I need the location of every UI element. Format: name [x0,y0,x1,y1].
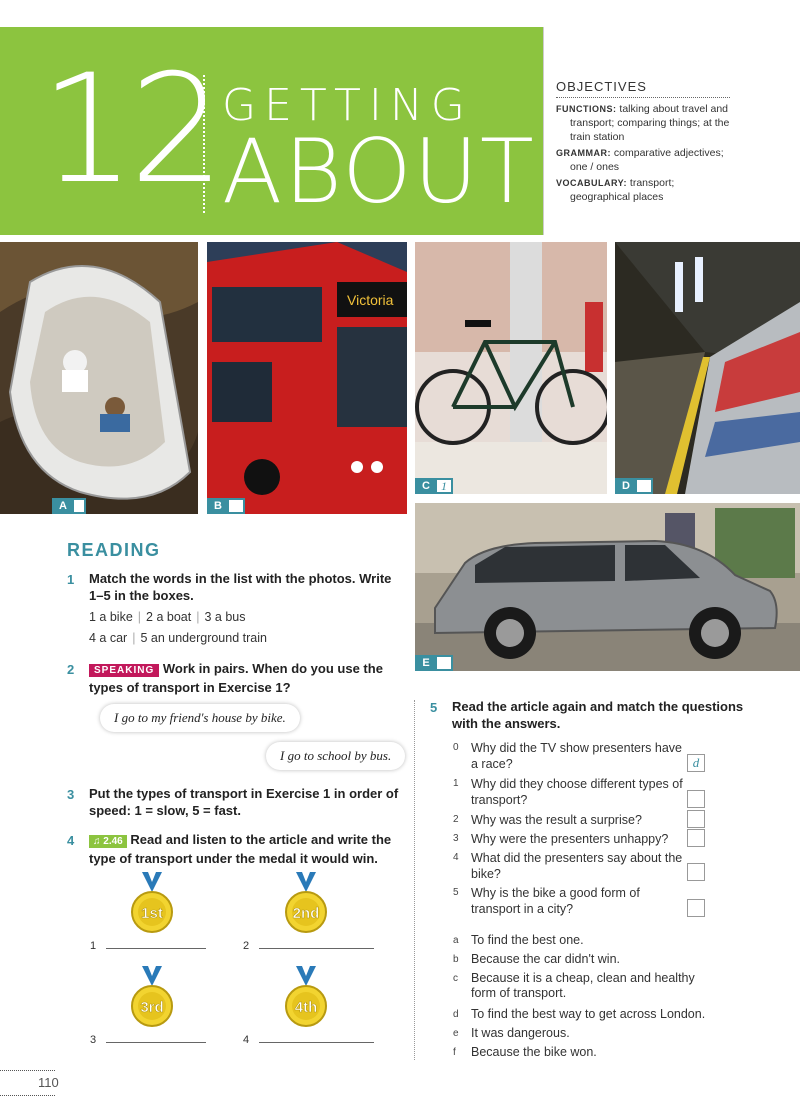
ex1-instruction: Match the words in the list with the photos. Write 1–5 in the boxes. [89,571,392,603]
svg-text:4th: 4th [294,999,318,1016]
objective-vocabulary: VOCABULARY: transport; geographical places [556,177,675,203]
page-number: 110 [38,1075,59,1090]
answer-option: a To find the best one. [453,933,584,947]
audio-track-badge[interactable]: ♫ 2.46 [89,835,127,848]
question-item: 1 Why did they choose different types of transport? [453,777,683,807]
medal-answer-line-4[interactable]: 4 [243,1034,374,1046]
question-item: 0 Why did the TV show presenters have a race? [453,741,682,771]
page-number-rule-top [0,1070,55,1071]
svg-text:3rd: 3rd [140,999,164,1016]
medal-answer-line-3[interactable]: 3 [90,1034,206,1046]
speech-bubble-2: I go to school by bus. [266,742,405,770]
unit-title-line1: GETTING [222,80,473,131]
ex1-word-list-2: 4 a car | 5 an underground train [89,631,267,645]
photo-bike [415,242,607,494]
ex4-number: 4 [67,833,75,848]
column-divider [414,700,415,1060]
question-item: 2 Why was the result a surprise? [453,813,642,827]
photo-label-d[interactable]: D [615,478,653,494]
medal-icon-2nd [282,872,330,939]
unit-title-line2: ABOUT [222,120,536,223]
photo-underground-train [615,242,800,494]
photo-bus [207,242,407,514]
medal-answer-line-2[interactable]: 2 [243,940,374,952]
question-item: 3 Why were the presenters unhappy? [453,832,669,846]
bus-destination-sign: Victoria [347,292,394,308]
svg-text:2nd: 2nd [292,905,320,922]
ex2-instruction: SPEAKING Work in pairs. When do you use the types of transport in Exercise 1? [89,661,383,695]
answer-option: d To find the best way to get across London. [453,1007,706,1021]
answer-box-4[interactable] [687,863,705,881]
photo-label-a[interactable]: A [52,498,86,514]
speaking-badge: SPEAKING [89,664,159,677]
answer-box-5[interactable] [687,899,705,917]
ex1-number: 1 [67,572,75,587]
ex5-number: 5 [430,700,438,715]
unit-number: 12 [40,43,219,217]
answer-option: e It was dangerous. [453,1026,570,1040]
photo-boat [0,242,198,514]
photo-car [415,503,800,671]
objectives-panel [543,27,740,235]
ex3-number: 3 [67,787,75,802]
answer-box-0[interactable]: d [687,754,705,772]
medal-icon-1st [128,872,176,939]
question-item: 4 What did the presenters say about the bike? [453,851,683,881]
answer-box-3[interactable] [687,829,705,847]
objective-grammar: GRAMMAR: comparative adjectives; one / ones [556,147,724,173]
answer-option: f Because the bike won. [453,1045,597,1059]
answer-option: c Because it is a cheap, clean and healthy form of transport. [453,971,695,1000]
ex5-instruction: Read the article again and match the questions with the answers. [452,699,744,731]
ex4-instruction: ♫ 2.46 Read and listen to the article and write the type of transport under the medal it would win. [89,832,392,866]
question-item: 5 Why is the bike a good form of transport in a city? [453,886,640,916]
objective-functions: FUNCTIONS: talking about travel and transport; comparing things; at the train station [556,103,730,143]
title-divider [203,75,205,213]
photo-label-e[interactable]: E [415,655,453,671]
svg-text:1st: 1st [141,905,163,922]
medal-icon-4th [282,966,330,1033]
ex3-instruction: Put the types of transport in Exercise 1 in order of speed: 1 = slow, 5 = fast. [89,786,399,818]
page-number-rule-bottom [0,1095,55,1096]
answer-box-1[interactable] [687,790,705,808]
reading-heading: READING [67,540,161,560]
medal-icon-3rd [128,966,176,1033]
answer-option: b Because the car didn't win. [453,952,620,966]
medal-answer-line-1[interactable]: 1 [90,940,206,952]
objectives-heading: OBJECTIVES [556,79,730,98]
ex1-word-list-1: 1 a bike | 2 a boat | 3 a bus [89,610,246,624]
photo-label-c[interactable]: C 1 [415,478,453,494]
ex2-number: 2 [67,662,75,677]
photo-label-b[interactable]: B [207,498,245,514]
answer-box-2[interactable] [687,810,705,828]
speech-bubble-1: I go to my friend's house by bike. [100,704,300,732]
